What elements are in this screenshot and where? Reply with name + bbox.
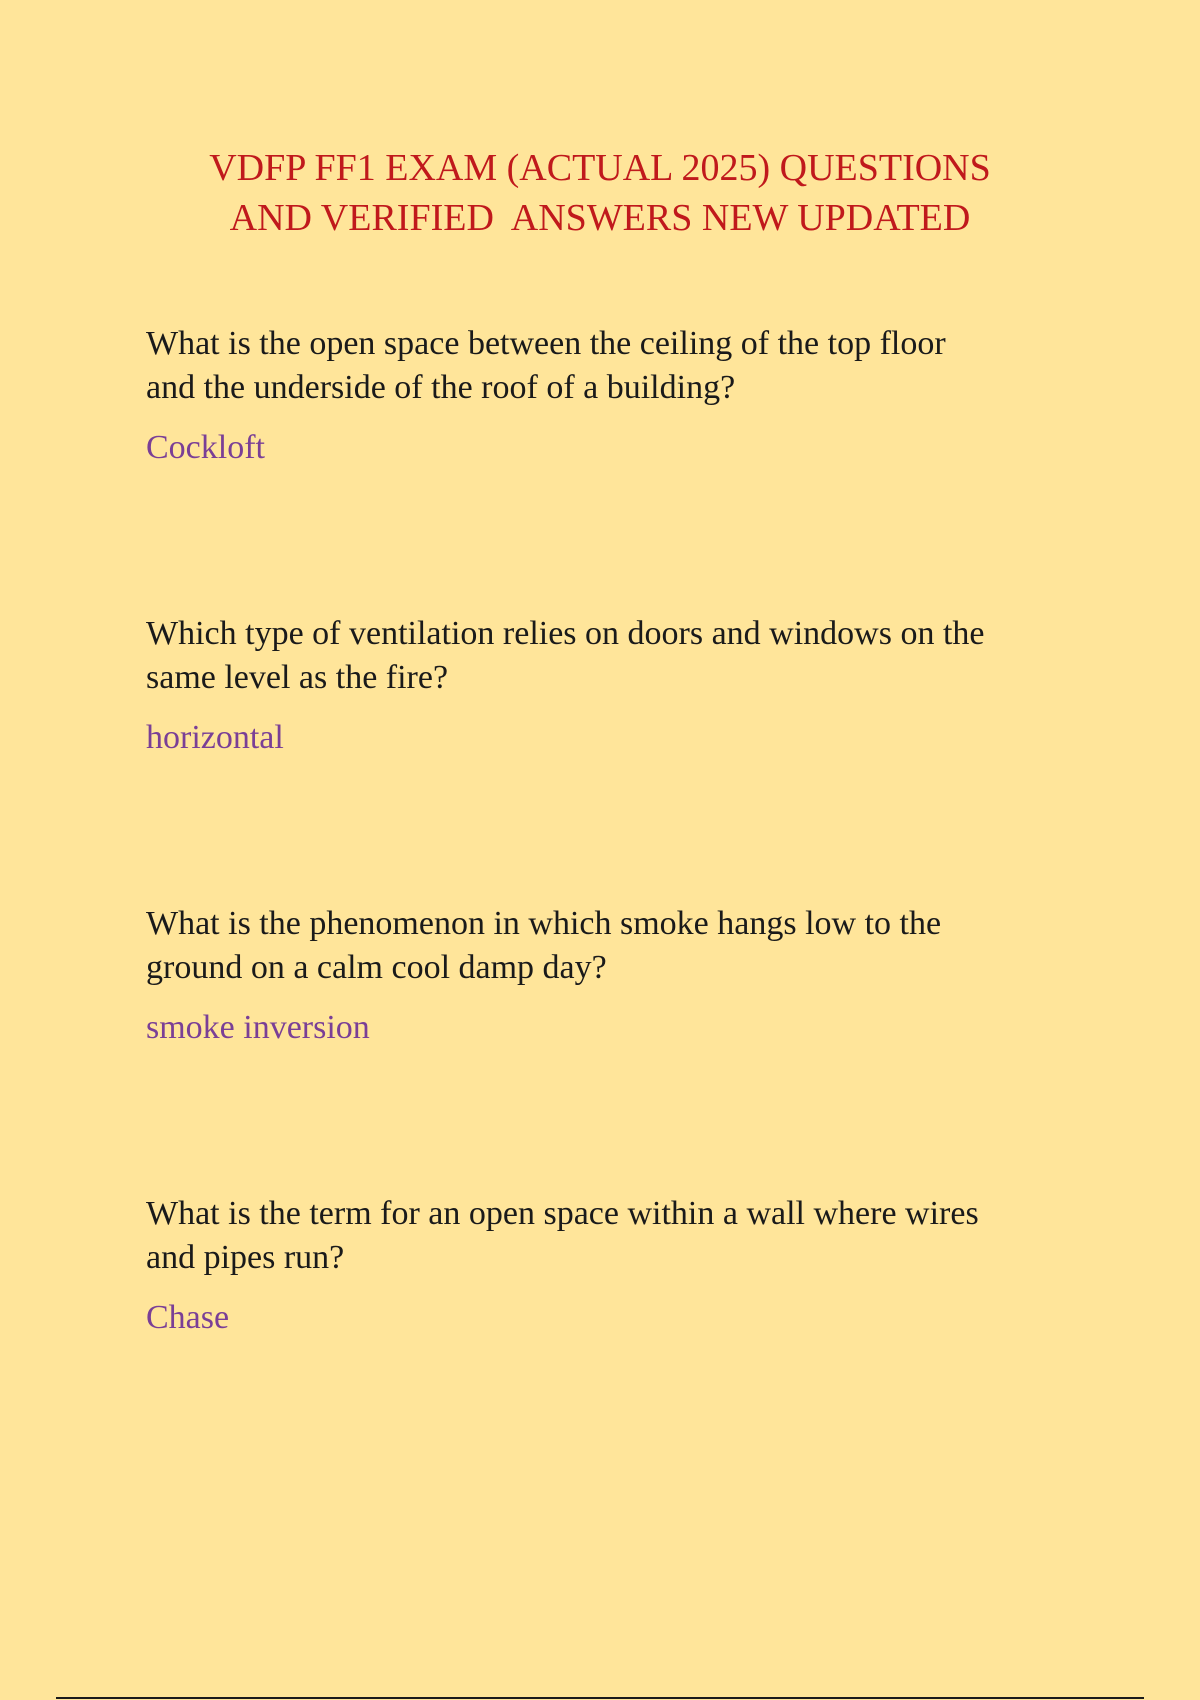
question-line: same level as the fire?	[146, 659, 449, 696]
question-line: What is the phenomenon in which smoke hangs low to the	[146, 905, 942, 942]
qa-item	[146, 612, 1066, 760]
footer-divider	[56, 1697, 1144, 1699]
question-line: What is the open space between the ceiling of the top floor	[146, 325, 946, 362]
question-line: What is the term for an open space within a wall where wires	[146, 1195, 979, 1232]
question-text	[146, 612, 1066, 700]
question-line: and the underside of the roof of a building?	[146, 369, 736, 406]
question-text	[146, 1192, 1066, 1280]
title-line-2: AND VERIFIED ANSWERS NEW UPDATED	[229, 197, 971, 239]
title-line-1: VDFP FF1 EXAM (ACTUAL 2025) QUESTIONS	[209, 147, 991, 189]
question-line: ground on a calm cool damp day?	[146, 949, 607, 986]
question-line: and pipes run?	[146, 1239, 345, 1276]
qa-item	[146, 322, 1066, 470]
question-text	[146, 902, 1066, 990]
answer-text: Chase	[146, 1299, 230, 1336]
question-text	[146, 322, 1066, 410]
answer-text: smoke inversion	[146, 1009, 370, 1046]
document-title	[120, 143, 1080, 243]
qa-item	[146, 902, 1066, 1050]
qa-item	[146, 1192, 1066, 1340]
question-line: Which type of ventilation relies on doors and windows on the	[146, 615, 985, 652]
answer-text: horizontal	[146, 719, 284, 756]
answer-text: Cockloft	[146, 429, 265, 466]
